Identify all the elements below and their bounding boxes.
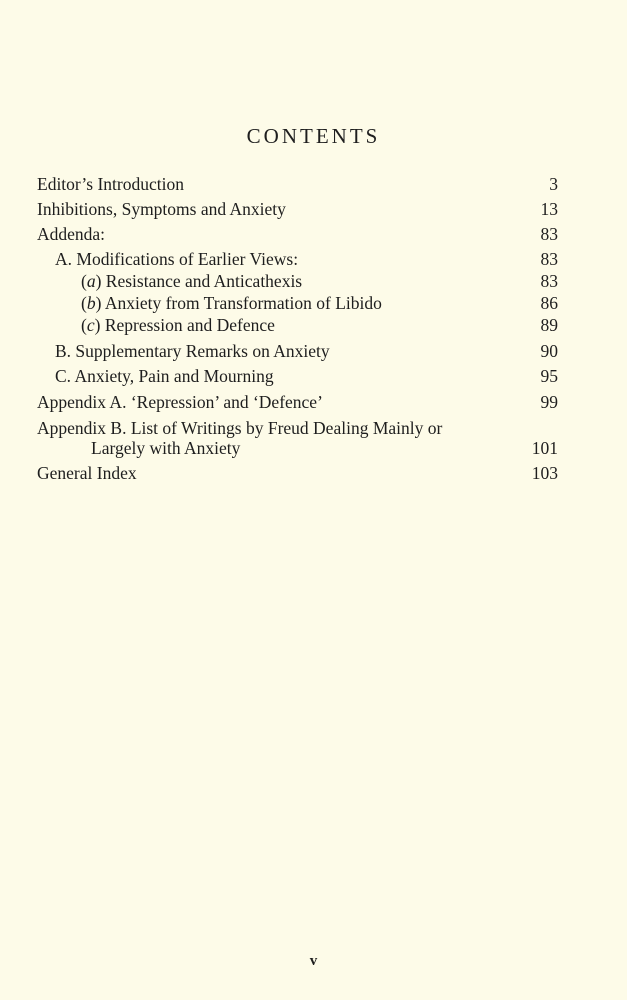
toc-entry-repression-defence: (c) Repression and Defence 89 [81, 315, 558, 335]
toc-entry-label: B. Supplementary Remarks on Anxiety [55, 341, 330, 361]
toc-entry-label: A. Modifications of Earlier Views: [55, 249, 299, 269]
toc-entry-page: 89 [540, 315, 558, 335]
toc-entry-general-index [37, 458, 558, 483]
toc-entry-addenda [37, 219, 558, 244]
toc-entry-label-line1: Appendix B. List of Writings by Freud Dealing Mainly or [37, 418, 443, 438]
page-number: v [309, 953, 318, 969]
toc-entry-label: Editor’s Introduction [37, 174, 184, 194]
toc-entry-marker: c [86, 315, 95, 335]
toc-entry-marker: b [86, 293, 96, 313]
toc-entry-page: 13 [540, 199, 558, 219]
toc-entry-modifications [37, 244, 558, 269]
toc-entry-label: C. Anxiety, Pain and Mourning [55, 366, 274, 386]
toc-entry-page: 83 [540, 249, 558, 269]
toc-entry-page: 90 [540, 341, 558, 361]
toc-entry-anxiety-transformation: (b) Anxiety from Transformation of Libido 86 [81, 293, 558, 313]
toc-entry-appendix-b [37, 412, 558, 458]
toc-entry-inhibitions [37, 194, 558, 219]
toc-entry-page: 86 [540, 293, 558, 313]
toc-entry-label: General Index [37, 463, 137, 483]
toc-entry-label: Inhibitions, Symptoms and Anxiety [37, 199, 286, 219]
toc-entry-anxiety-pain-mourning [37, 361, 558, 386]
toc-entry-page: 101 [531, 438, 558, 458]
toc-entry-resistance: (a) Resistance and Anticathexis 83 [81, 271, 558, 291]
toc-entry-page: 83 [540, 224, 558, 244]
toc-entry-label: Repression and Defence [104, 315, 275, 335]
toc-entry-label: Anxiety from Transformation of Libido [104, 293, 382, 313]
toc-entry-editors-introduction [37, 168, 558, 194]
toc-entry-page: 3 [549, 174, 558, 194]
toc-entry-page: 83 [540, 271, 558, 291]
toc-entry-supplementary-remarks [37, 335, 558, 361]
toc-entry-label: Resistance and Anticathexis [105, 271, 303, 291]
toc-entry-page: 95 [540, 366, 558, 386]
toc-entry-label: Appendix A. ‘Repression’ and ‘Defence’ [37, 392, 323, 412]
table-of-contents [37, 168, 558, 483]
toc-entry-label-line2: Largely with Anxiety [91, 438, 241, 458]
toc-entry-label: Addenda: [37, 224, 106, 244]
contents-heading: CONTENTS [246, 124, 381, 148]
toc-entry-page: 103 [531, 463, 558, 483]
toc-entry-appendix-a [37, 386, 558, 412]
toc-entry-page: 99 [540, 392, 558, 412]
toc-entry-marker: a [86, 271, 96, 291]
